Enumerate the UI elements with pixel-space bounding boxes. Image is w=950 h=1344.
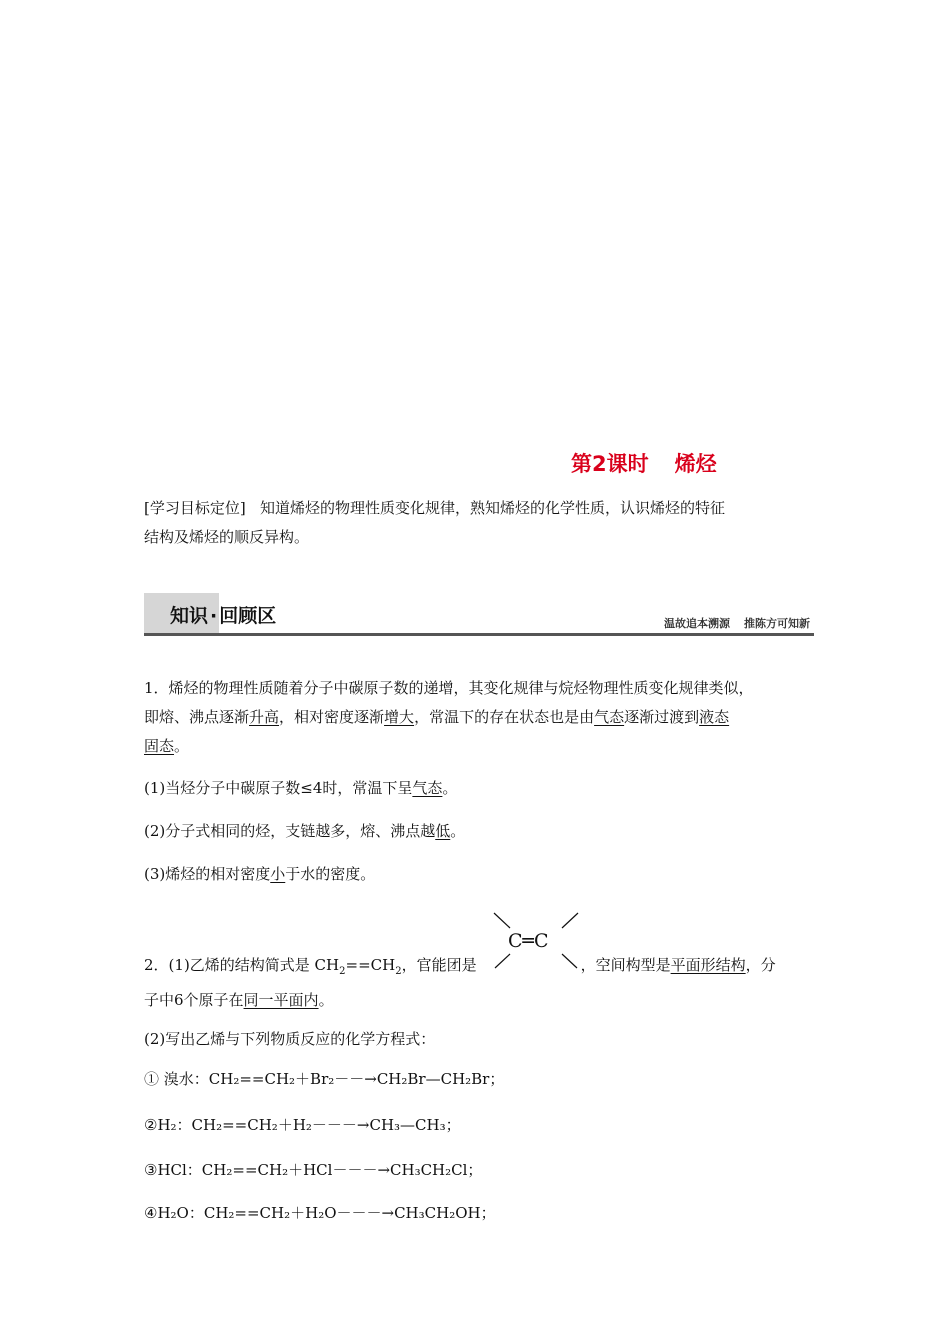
heading-main: 知识 (170, 605, 209, 627)
p1-1-text: (1)当烃分子中碳原子数≤4时，常温下呈 (144, 779, 413, 797)
paragraph-1-1 (144, 774, 816, 803)
answer-blank: 平面形结构 (670, 956, 746, 974)
paragraph-2-2: (2)写出乙烯与下列物质反应的化学方程式： (144, 1030, 436, 1048)
p1-text: ，常温下的存在状态也是由 (414, 708, 595, 726)
p1-2-text: (2)分子式相同的烃，支链越多，熔、沸点越 (144, 822, 436, 840)
section-motto (664, 615, 810, 631)
p2-text: ，空间构型是 (580, 956, 671, 974)
p2-line-1 (144, 951, 816, 986)
heading-dot: · (210, 605, 218, 627)
equation-hcl: ③HCl：CH₂==CH₂＋HCl－－－→CH₃CH₂Cl； (144, 1161, 483, 1179)
p1-line-3 (144, 732, 816, 761)
paragraph-2 (144, 951, 816, 1015)
lesson-topic: 烯烃 (674, 452, 717, 476)
paragraph-1-2 (144, 817, 816, 846)
objective-text-1: 知道烯烃的物理性质变化规律，熟知烯烃的化学性质，认识烯烃的特征 (260, 499, 726, 517)
paragraph-1-3 (144, 860, 816, 889)
learning-objective (144, 494, 816, 552)
p2-text: 2．(1)乙烯的结构简式是 CH (144, 956, 340, 974)
p2-text: ==CH (345, 956, 396, 974)
p2-text: 子中6个原子在 (144, 991, 244, 1009)
p1-line-1: 1．烯烃的物理性质随着分子中碳原子数的递增，其变化规律与烷烃物理性质变化规律类似， (144, 679, 754, 697)
equation-bromine: ① 溴水：CH₂==CH₂＋Br₂－－→CH₂Br—CH₂Br； (144, 1070, 505, 1088)
answer-blank: 气态 (412, 779, 443, 797)
subscript: 2 (339, 966, 346, 977)
p1-text: 即熔、沸点逐渐 (144, 708, 250, 726)
answer-blank: 升高 (249, 708, 280, 726)
double-bond-label: C═C (508, 930, 549, 952)
section-heading (170, 601, 276, 628)
lesson-title (571, 448, 717, 478)
lesson-number: 第2课时 (571, 452, 649, 476)
equation-hydrogen: ②H₂：CH₂==CH₂＋H₂－－－→CH₃—CH₃； (144, 1116, 461, 1134)
p2-text: ，分 (745, 956, 776, 974)
banner-rule (144, 633, 814, 636)
answer-blank: 增大 (384, 708, 415, 726)
p1-text: 逐渐过渡到 (624, 708, 700, 726)
p2-line-2 (144, 986, 816, 1015)
paragraph-1 (144, 674, 816, 761)
answer-blank: 液态 (699, 708, 730, 726)
subscript: 2 (395, 966, 402, 977)
objective-text-2: 结构及烯烃的顺反异构。 (144, 528, 310, 546)
p1-text: 。 (174, 737, 190, 755)
p1-3-text: (3)烯烃的相对密度 (144, 865, 271, 883)
objective-tag: [学习目标定位] (144, 499, 246, 517)
p1-2-end: 。 (450, 822, 466, 840)
answer-blank: 固态 (144, 737, 175, 755)
p2-text: ，官能团是 (401, 956, 477, 974)
p1-3-end: 于水的密度。 (285, 865, 376, 883)
p1-1-end: 。 (442, 779, 458, 797)
motto-left: 温故追本溯源 (664, 617, 730, 630)
p1-text: ，相对密度逐渐 (279, 708, 385, 726)
answer-blank: 气态 (594, 708, 625, 726)
section-banner (144, 593, 814, 636)
motto-right: 推陈方可知新 (744, 617, 810, 630)
answer-blank: 低 (435, 822, 451, 840)
answer-blank: 小 (270, 865, 286, 883)
heading-sub: 回顾区 (219, 605, 277, 627)
equation-water: ④H₂O：CH₂==CH₂＋H₂O－－－→CH₃CH₂OH； (144, 1204, 496, 1222)
p1-line-2 (144, 703, 816, 732)
p2-text: 。 (318, 991, 334, 1009)
answer-blank: 同一平面内 (243, 991, 319, 1009)
